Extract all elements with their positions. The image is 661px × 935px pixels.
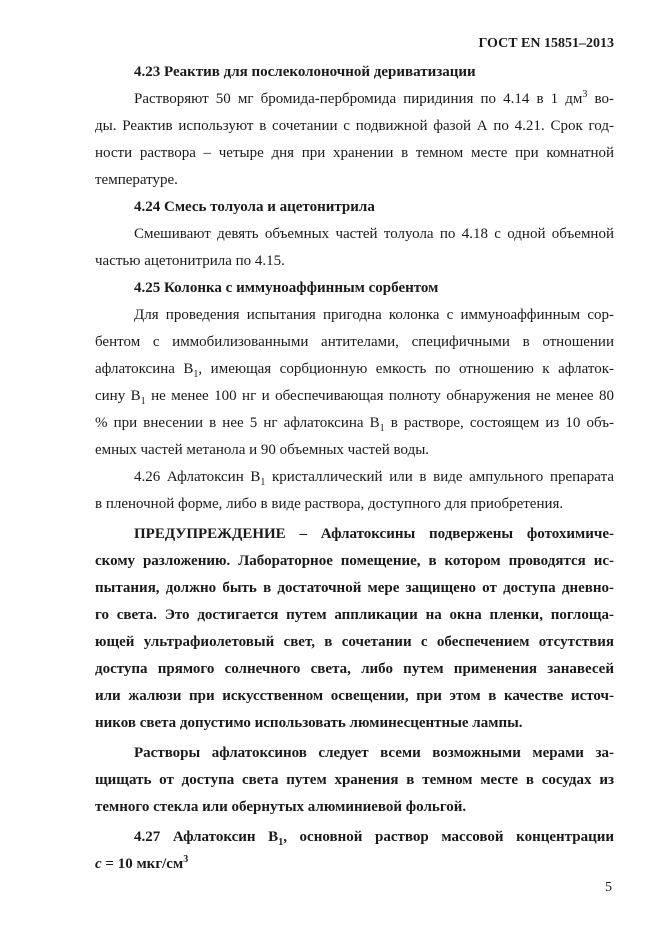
solutions-line: щищать от доступа света путем хранения в темном месте в сосудах из bbox=[95, 772, 614, 788]
paragraph-line: бентом с иммобилизованными антителами, специфичными в отношении bbox=[95, 334, 614, 350]
paragraph-line: ды. Реактив используют в сочетании с подвижной фазой А по 4.21. Срок год- bbox=[95, 118, 614, 134]
warning-line: ющей ультрафиолетовый свет, в сочетании с обеспечением отсутствия bbox=[95, 634, 614, 650]
paragraph-line: частью ацетонитрила по 4.15. bbox=[95, 253, 285, 269]
solutions-line: Растворы афлатоксинов следует всеми возможными мерами за- bbox=[134, 745, 614, 761]
document-code-header: ГОСТ EN 15851–2013 bbox=[478, 36, 614, 51]
warning-line: ников света допустимо использовать люминесцентные лампы. bbox=[95, 715, 523, 731]
paragraph-line: ности раствора – четыре дня при хранении в темном месте при комнатной bbox=[95, 145, 614, 161]
section-4-25-title: 4.25 Колонка с иммуноаффинным сорбентом bbox=[134, 280, 439, 296]
paragraph-line: температуре. bbox=[95, 172, 178, 188]
paragraph-line: сину $B_1$ не менее 100 нг и обеспечивающая полноту обнаружения не менее 80 bbox=[95, 388, 614, 407]
warning-line: го света. Это достигается путем аппликации на окна пленки, поглоща- bbox=[95, 607, 614, 623]
paragraph-line: в пленочной форме, либо в виде раствора, доступного для приобретения. bbox=[95, 496, 564, 512]
section-4-26-line: 4.26 Афлатоксин $B_1$ кристаллический или в виде ампульного препарата bbox=[134, 469, 614, 488]
solutions-line: темного стекла или обернутых алюминиевой фольгой. bbox=[95, 799, 467, 815]
paragraph-line: афлатоксина $B_1$, имеющая сорбционную емкость по отношению к афлаток- bbox=[95, 361, 615, 380]
section-4-24-title: 4.24 Смесь толуола и ацетонитрила bbox=[134, 199, 375, 215]
section-4-23-title: 4.23 Реактив для послеколоночной дериватизации bbox=[134, 64, 476, 80]
paragraph-line: Растворяют 50 мг бромида-пербромида пиридиния по 4.14 в 1 $дм^3$ во- bbox=[134, 89, 614, 107]
paragraph-line: % при внесении в нее 5 нг афлатоксина $B_1$ в растворе, состоящем из 10 объ- bbox=[95, 415, 614, 434]
page-body bbox=[95, 59, 614, 878]
warning-line: доступа прямого солнечного света, либо путем применения занавесей bbox=[95, 661, 614, 677]
warning-line: ПРЕДУПРЕЖДЕНИЕ – Афлатоксины подвержены фотохимиче- bbox=[134, 526, 614, 542]
section-4-27-formula: с = 10 мкг/$см^3$ bbox=[95, 854, 189, 872]
warning-line: или жалюзи при искусственном освещении, при этом в качестве источ- bbox=[95, 688, 614, 704]
page-number: 5 bbox=[605, 880, 612, 895]
paragraph-line: Смешивают девять объемных частей толуола по 4.18 с одной объемной bbox=[134, 226, 614, 242]
paragraph-line: емных частей метанола и 90 объемных частей воды. bbox=[95, 442, 430, 458]
section-4-27-title: 4.27 Афлатоксин $B_1$, основной раствор массовой концентрации bbox=[134, 829, 614, 848]
paragraph-line: Для проведения испытания пригодна колонка с иммуноаффинным сор- bbox=[134, 307, 614, 323]
warning-line: пытания, должно быть в достаточной мере защищено от доступа дневно- bbox=[95, 580, 614, 596]
warning-line: скому разложению. Лабораторное помещение, в котором проводятся ис- bbox=[95, 553, 614, 569]
